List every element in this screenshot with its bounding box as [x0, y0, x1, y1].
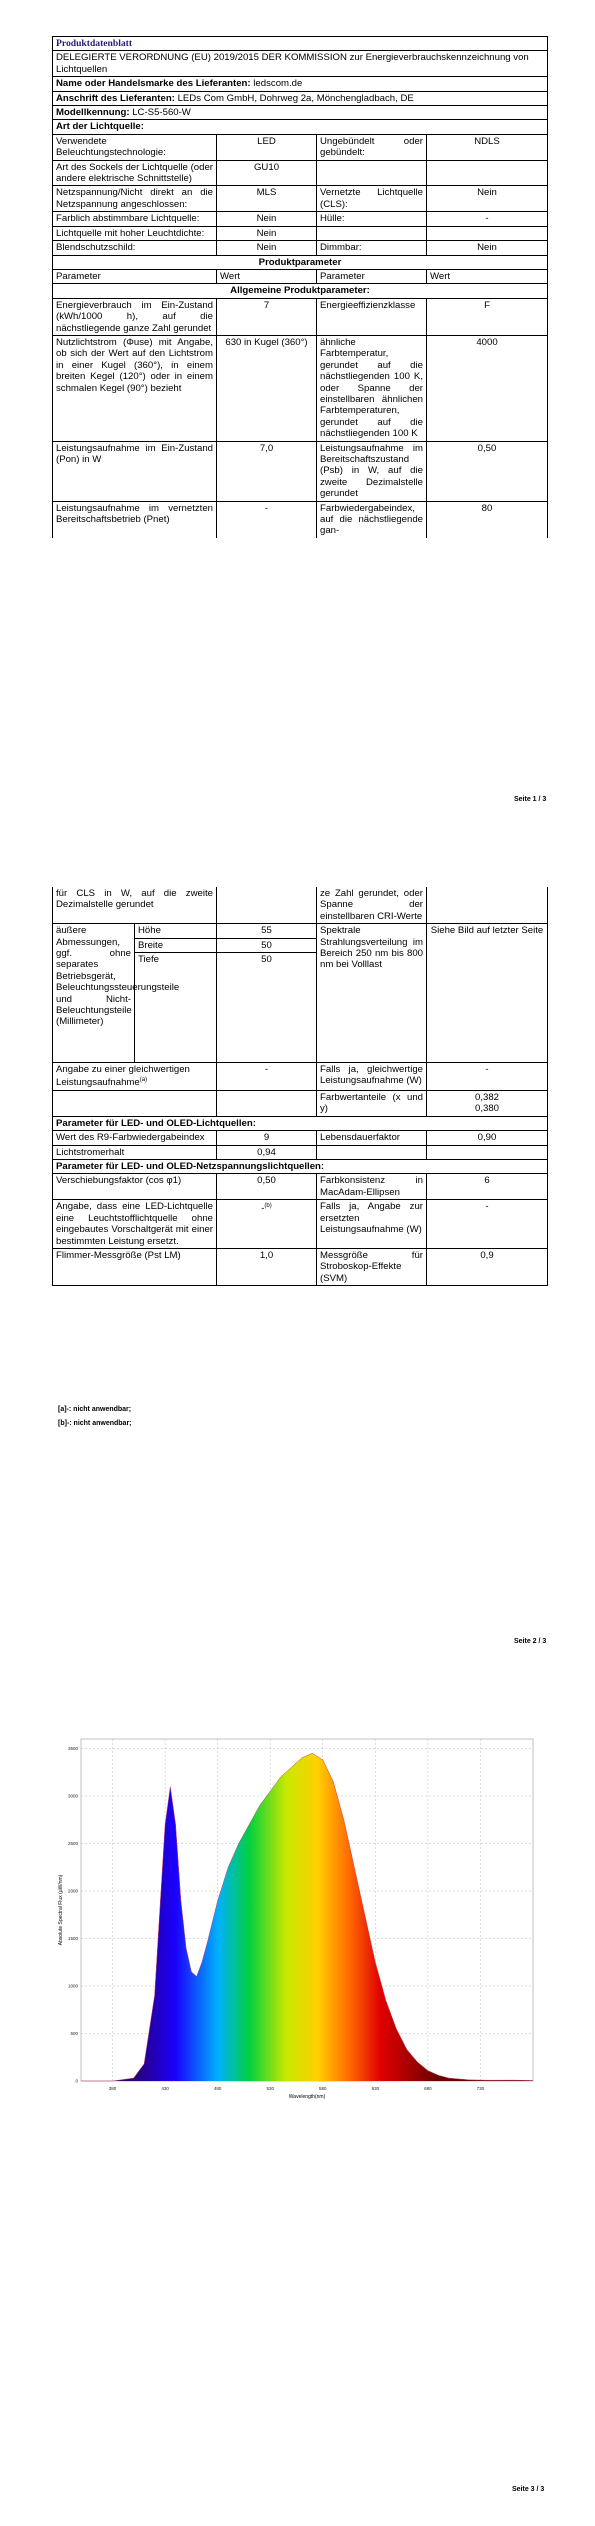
- table-row: Verschiebungsfaktor (cos φ1) 0,50 Farbkonsistenz in MacAdam-Ellipsen 6: [53, 1174, 548, 1200]
- footnote-a: [a]-: nicht anwendbar;: [58, 1406, 132, 1413]
- x-axis-label: Wavelength(nm): [288, 2094, 326, 2100]
- dimensions-row: äußere Abmessungen, ggf. ohne separates Betriebsgerät, Beleuchtungssteuerungsteile und Nicht-Beleuchtungsteile (Millimeter) Höhe 55 Spektrale Strahlungsverteilung im Bereich 250 nm bis 800 nm bei Volllast Siehe Bild auf letzter Seite: [53, 924, 548, 938]
- table-row: Leistungsaufnahme im vernetzten Bereitschaftsbetrieb (Pnet) - Farbwiedergabeindex, auf die nächstliegende gan- 80: [53, 501, 548, 538]
- page-title: Produktdatenblatt: [53, 37, 548, 51]
- table-row: Nutzlichtstrom (Φuse) mit Angabe, ob sich der Wert auf den Lichtstrom in einer Kugel (360°), in einem breiten Kegel (120°) oder in einem schmalen Kegel (90°) bezieht 630 in Kugel (360°) ähnliche Farbtemperatur, gerundet auf die nächstliegenden 100 K, oder Spanne der einstellbaren ähnlichen Farbtemperaturen, gerundet auf die nächstliegenden 100 K 4000: [53, 335, 548, 441]
- model-label: Modellkennung:: [56, 107, 130, 119]
- dimensions-row: Breite 50: [53, 938, 548, 952]
- supplier-address-row: [53, 91, 548, 105]
- y-tick-label: 2000: [67, 1888, 78, 1894]
- x-tick-label: 680: [424, 2086, 432, 2091]
- table-row: Leistungsaufnahme im Ein-Zustand (Pon) in W 7,0 Leistungsaufnahme im Bereitschaftszustand (Psb) in W, auf die zweite Dezimalstelle gerundet 0,50: [53, 441, 548, 501]
- led-params-heading: Parameter für LED- und OLED-Lichtquellen:: [53, 1116, 548, 1130]
- supplier-address-label: Anschrift des Lieferanten:: [56, 92, 175, 104]
- x-tick-label: 580: [319, 2086, 327, 2091]
- table-row: Flimmer-Messgröße (Pst LM) 1,0 Messgröße für Stroboskop-Effekte (SVM) 0,9: [53, 1248, 548, 1285]
- y-tick-label: 3000: [67, 1793, 78, 1799]
- y-tick-label: 2500: [67, 1841, 78, 1846]
- table-row: Wert des R9-Farbwiedergabeindex 9 Lebensdauerfaktor 0,90: [53, 1131, 548, 1145]
- supplier-name-label: Name oder Handelsmarke des Lieferanten:: [56, 78, 251, 90]
- datasheet-table-2: [52, 887, 548, 1286]
- x-tick-label: 730: [476, 2086, 485, 2091]
- x-tick-label: 630: [371, 2086, 380, 2091]
- table-row: Farbwertanteile (x und y) 0,382 0,380: [53, 1091, 548, 1117]
- page-2-footer: Seite 2 / 3: [514, 1638, 547, 1645]
- table-row: Angabe, dass eine LED-Lichtquelle eine Leuchtstofflichtquelle ohne eingebautes Vorschaltgerät mit einer bestimmten Leistung ersetzt. -$^{(b)}$ Falls ja, Angabe zur ersetzten Leistungsaufnahme (W) -: [53, 1200, 548, 1249]
- datasheet-part-1: [52, 36, 547, 538]
- chart-plot: [81, 1753, 533, 2081]
- dimensions-row: Tiefe 50: [53, 953, 548, 1063]
- y-tick-label: 1500: [67, 1936, 78, 1941]
- regulation-text: DELEGIERTE VERORDNUNG (EU) 2019/2015 DER KOMMISSION zur Energieverbrauchskennzeichnung von Lichtquellen: [53, 51, 548, 77]
- x-tick-label: 530: [266, 2086, 274, 2091]
- page-3-footer: Seite 3 / 3: [512, 2486, 545, 2493]
- x-tick-label: 430: [161, 2086, 169, 2091]
- table-row: Lichtquelle mit hoher Leuchtdichte: Nein: [53, 226, 548, 240]
- page-2: [0, 850, 595, 1690]
- table-row: Blendschutzschild: Nein Dimmbar: Nein: [53, 241, 548, 255]
- model-value: LC-S5-560-W: [132, 107, 191, 119]
- datasheet-table-1: [52, 36, 548, 538]
- table-row: Netzspannung/Nicht direkt an die Netzspannung angeschlossen: MLS Vernetzte Lichtquelle (CLS): Nein: [53, 186, 548, 212]
- y-tick-label: 500: [70, 2031, 78, 2036]
- spectrum-svg: [53, 1731, 543, 2111]
- footnote-b: [b]-: nicht anwendbar;: [58, 1420, 132, 1427]
- page-1: [0, 0, 595, 850]
- y-tick-label: 0: [75, 2078, 78, 2084]
- column-header-row: Parameter Wert Parameter Wert: [53, 269, 548, 283]
- y-axis-label: Absolute Spectral Flux (µW/nm): [58, 1874, 64, 1946]
- table-row: Farblich abstimmbare Lichtquelle: Nein Hülle: -: [53, 212, 548, 226]
- mains-params-heading: Parameter für LED- und OLED-Netzspannungslichtquellen:: [53, 1160, 548, 1174]
- table-row: Angabe zu einer gleichwertigen Leistungsaufnahme$^{(a)}$ - Falls ja, gleichwertige Leistungsaufnahme (W) -: [53, 1063, 548, 1091]
- spectrum-chart: [53, 1731, 543, 2111]
- x-tick-label: 380: [108, 2086, 117, 2091]
- table-row: für CLS in W, auf die zweite Dezimalstelle gerundet ze Zahl gerundet, oder Spanne der einstellbaren CRI-Werte: [53, 887, 548, 924]
- page-1-footer: Seite 1 / 3: [514, 796, 547, 803]
- y-tick-label: 1000: [67, 1983, 78, 1989]
- table-row: Art des Sockels der Lichtquelle (oder andere elektrische Schnittstelle) GU10: [53, 160, 548, 186]
- datasheet-part-2: [52, 887, 547, 1286]
- supplier-address-value: LEDs Com GmbH, Dohrweg 2a, Mönchengladbach, DE: [177, 92, 414, 104]
- table-row: Energieverbrauch im Ein-Zustand (kWh/1000 h), auf die nächstliegende ganze Zahl gerundet 7 Energieeffizienzklasse F: [53, 298, 548, 335]
- dimensions-label: äußere Abmessungen, ggf. ohne separates Betriebsgerät, Beleuchtungssteuerungsteile und Nicht-Beleuchtungsteile (Millimeter): [53, 924, 135, 1063]
- table-row: Lichtstromerhalt 0,94: [53, 1145, 548, 1159]
- light-source-type-heading: Art der Lichtquelle:: [53, 120, 548, 134]
- model-row: [53, 106, 548, 120]
- supplier-name-row: [53, 77, 548, 91]
- supplier-name-value: ledscom.de: [253, 78, 303, 90]
- y-tick-label: 3500: [67, 1746, 78, 1751]
- general-params-heading: Allgemeine Produktparameter:: [53, 284, 548, 298]
- table-row: Verwendete Beleuchtungstechnologie: LED Ungebündelt oder gebündelt: NDLS: [53, 134, 548, 160]
- product-params-heading: Produktparameter: [53, 255, 548, 269]
- x-tick-label: 480: [213, 2086, 222, 2091]
